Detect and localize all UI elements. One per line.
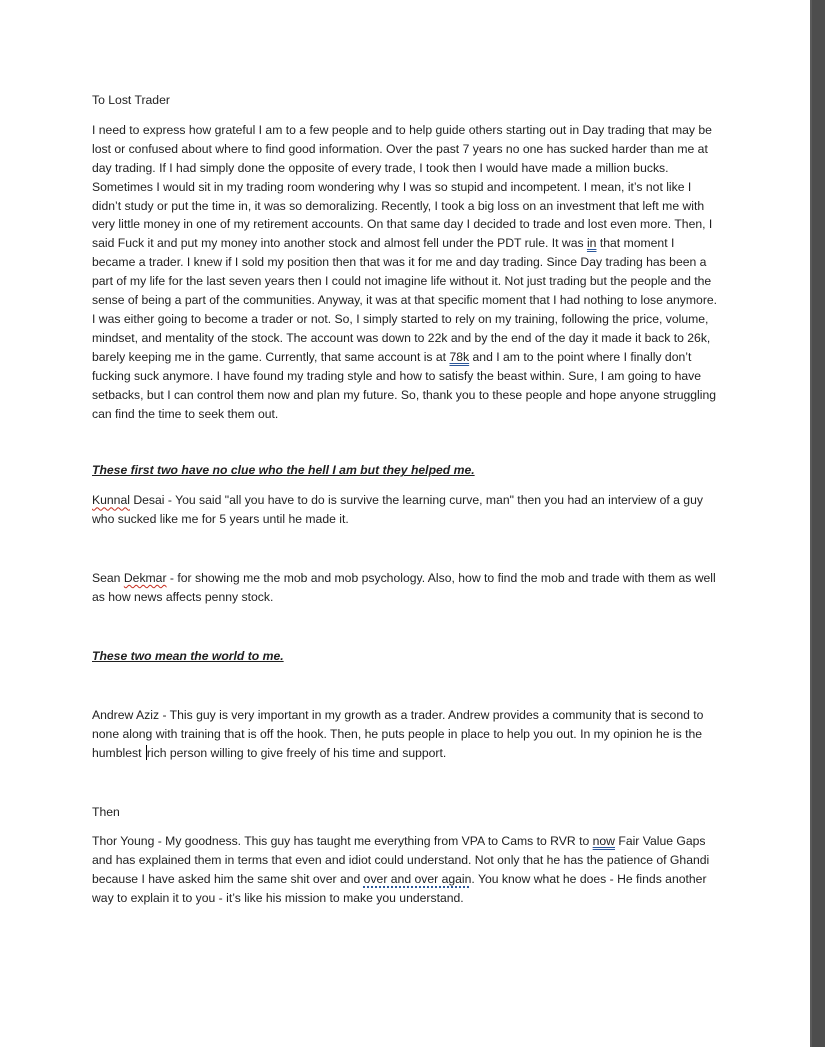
section-heading-first-two: These first two have no clue who the hell I am but they helped me. [92,463,475,478]
vertical-scrollbar[interactable] [810,0,825,1047]
grammar-flag[interactable]: now [592,834,615,849]
andrew-aziz-paragraph: Andrew Aziz - This guy is very important in my growth as a trader. Andrew provides a community that is second to none along with training that is off the hook. Then, he puts people in place to help you out. In my opinion he is the humblest rich person willing to give freely of his time and support. [92,707,704,760]
document-body[interactable] [92,91,718,908]
intro-paragraph: I need to express how grateful I am to a few people and to help guide others starting out in Day trading that may be lost or confused about where to find good information. Over the past 7 years no one has sucked harder than me at day trading. If I had simply done the opposite of every trade, I took then I would have made a million bucks. Sometimes I would sit in my trading room wondering why I was so stupid and incompetent. I mean, it’s not like I didn’t study or put the time in, it was so demoralizing. Recently, I took a big loss on an investment that left me with very little money in one of my retirement accounts. On that same day I decided to trade and lost even more. Then, I said Fuck it and put my money into another stock and almost fell under the PDT rule. It was in that moment I became a trader. I knew if I sold my position then that was it for me and day trading. Since Day trading has been a part of my life for the last seven years then I could not imagine life without it. Not just trading but the people and the sense of being a part of the communities. Anyway, it was at that specific moment that I had nothing to lose anymore. I was either going to become a trader or not. So, I simply started to rely on my training, following the price, volume, mindset, and mentality of the stock. The account was down to 22k and by the end of the day it made it back to 26k, barely keeping me in the game. Currently, that same account is at 78k and I am to the point where I finally don’t fucking suck anymore. I have found my trading style and how to satisfy the beast within. Sure, I am going to have setbacks, but I can control them now and plan my future. So, thank you to these people and hope anyone struggling can find the time to seek them out. [92,122,718,421]
then-label: Then [92,804,120,819]
spelling-flag[interactable]: Dekmar [123,571,167,586]
thor-young-paragraph: Thor Young - My goodness. This guy has taught me everything from VPA to Cams to RVR to now Fair Value Gaps and has explained them in terms that even and idiot could understand. Not only that he has the patience of Ghandi because I have asked him the same shit over and over and over again. You know what he does - He finds another way to explain it to you - it’s like his mission to make you understand. [92,834,710,906]
scrollbar-track [810,0,812,1047]
sean-dekmar-paragraph: Sean Dekmar - for showing me the mob and mob psychology. Also, how to find the mob and trade with them as well as how news affects penny stock. [92,571,716,605]
kunnal-desai-paragraph: Kunnal Desai - You said "all you have to do is survive the learning curve, man" then you had an interview of a guy who sucked like me for 5 years until he made it. [92,493,703,527]
grammar-flag[interactable]: in [586,236,597,251]
grammar-flag[interactable]: 78k [449,349,470,364]
salutation: To Lost Trader [92,93,170,107]
spelling-flag[interactable]: Kunnal [92,493,130,508]
refinement-flag[interactable]: over and over again [363,872,472,887]
section-heading-two-mean-world: These two mean the world to me. [92,648,284,663]
